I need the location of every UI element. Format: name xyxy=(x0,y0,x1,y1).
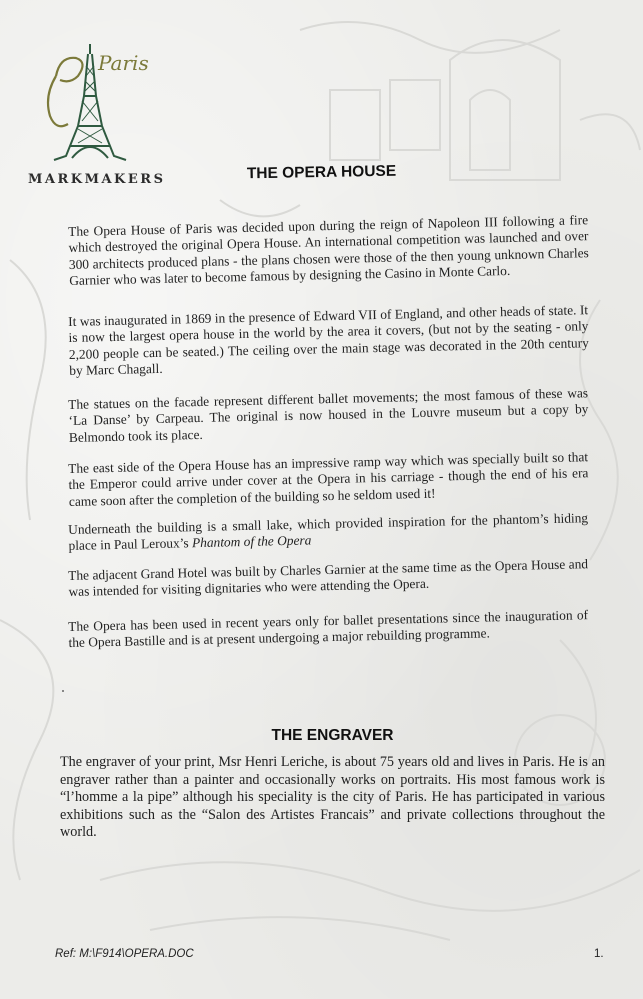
opera-house-title: THE OPERA HOUSE xyxy=(246,162,397,183)
paragraph-text: The Opera House of Paris was decided upon during the reign of Napoleon III following a fire which destroyed the original Opera House. An international competition was launched and over 300 architects produced plans - the plans chosen were those of the then young unknown Charles Garnier who was later to become famous by designing the Casino in Monte Carlo. xyxy=(68,212,589,289)
opera-paragraph xyxy=(68,607,589,652)
paragraph-text: The engraver of your print, Msr Henri Leriche, is about 75 years old and lives in Paris. He is an engraver rather than a painter and occasionally works on portraits. His most famous work is “l’homme a la pipe” although his speciality is the city of Paris. He has participated in various exhibitions such as the “Salon des Artistes Francais” and private collections throughout the world. xyxy=(60,754,605,840)
opera-paragraph xyxy=(68,212,589,289)
logo-script-text: Paris xyxy=(98,51,149,75)
opera-paragraph xyxy=(68,302,589,379)
opera-paragraph xyxy=(68,385,589,446)
opera-paragraph xyxy=(68,449,589,510)
paragraph-text: The Opera has been used in recent years only for ballet presentations since the inauguration of the Opera Bastille and is at present undergoing a major rebuilding programme. xyxy=(68,607,589,651)
paragraph-text: The east side of the Opera House has an impressive ramp way which was specially built so that the Emperor could arrive under cover at the Opera in his carriage - though the end of his era came soon after the completion of the building so he seldom used it! xyxy=(68,449,589,509)
stray-dot xyxy=(62,690,64,692)
paragraph-text: It was inaugurated in 1869 in the presence of Edward VII of England, and other heads of state. It is now the largest opera house in the world by the area it covers, (but not by the seating - only 2,200 people can be seated.) The ceiling over the main stage was decorated in the 20th century by Marc Chagall. xyxy=(68,302,589,379)
engraver-paragraph xyxy=(60,754,605,842)
opera-paragraph xyxy=(68,556,589,601)
document-reference: Ref: M:\F914\OPERA.DOC xyxy=(55,948,194,960)
paragraph-text: The adjacent Grand Hotel was built by Charles Garnier at the same time as the Opera House and was intended for visiting dignitaries who were attending the Opera. xyxy=(68,556,589,600)
brand-name: MARKMAKERS xyxy=(28,172,166,187)
engraver-title: THE ENGRAVER xyxy=(271,727,394,744)
opera-paragraph-lake xyxy=(68,510,589,555)
book-title: Phantom of the Opera xyxy=(191,532,312,551)
paragraph-text: Underneath the building is a small lake, which provided inspiration for the phantom’s hiding place in Paul Leroux’s xyxy=(68,510,589,554)
page-number: 1. xyxy=(594,948,604,960)
paragraph-text: The statues on the facade represent different ballet movements; the most famous of these was ‘La Danse’ by Carpeau. The original is now housed in the Louvre museum but a copy by Belmondo took its place. xyxy=(68,385,589,445)
